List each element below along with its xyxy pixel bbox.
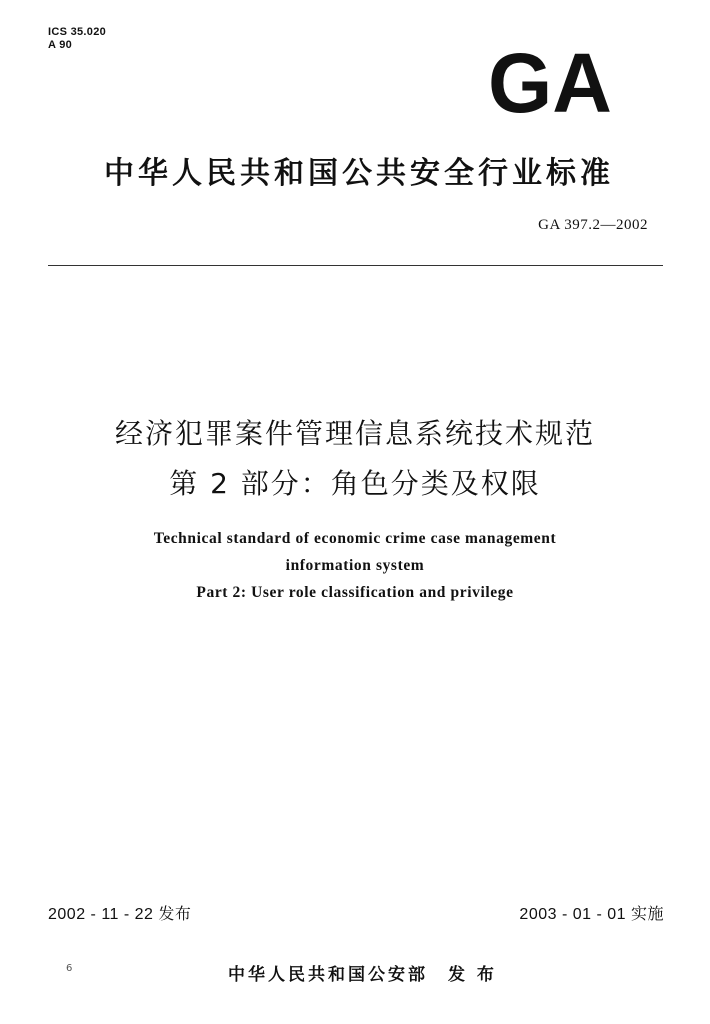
implementation-date: 2003 - 01 - 01 实施 xyxy=(519,906,664,923)
header-divider xyxy=(48,265,663,266)
issue-date: 2002 - 11 - 22 发布 xyxy=(48,906,192,923)
chinese-title-line-2: 第 2 部分：角色分类及权限 xyxy=(169,467,541,500)
ics-code: ICS 35.020 xyxy=(48,26,107,38)
standard-number: GA 397.2—2002 xyxy=(538,217,648,233)
english-title-line-3: Part 2: User role classification and privilege xyxy=(196,584,514,601)
page-mark: 6 xyxy=(66,963,73,974)
english-title-line-1: Technical standard of economic crime case management xyxy=(153,530,557,547)
english-title-line-2: information system xyxy=(285,557,425,574)
chinese-title-line-1: 经济犯罪案件管理信息系统技术规范 xyxy=(114,417,595,450)
ga-logo xyxy=(486,44,614,116)
publisher: 中华人民共和国公安部 发 布 xyxy=(228,965,497,985)
ga-logo-text: GA xyxy=(488,44,612,116)
classification-code: A 90 xyxy=(48,39,73,51)
issuing-standard-category: 中华人民共和国公共安全行业标准 xyxy=(104,156,614,191)
